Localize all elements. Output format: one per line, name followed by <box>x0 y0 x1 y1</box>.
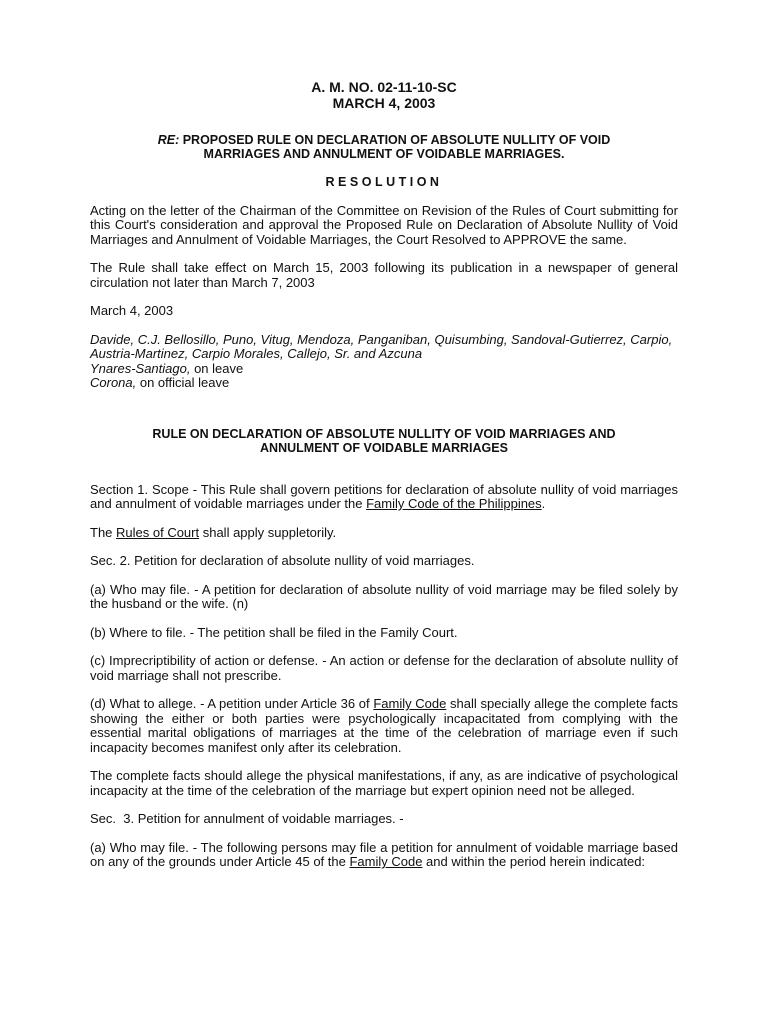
section-1-end: . <box>541 496 546 511</box>
family-code-link-2[interactable]: Family Code <box>349 854 423 869</box>
leave-name-1: Ynares-Santiago, <box>90 360 191 376</box>
section-2d-pre: (d) What to allege. - A petition under Article 36 of <box>90 696 374 711</box>
case-date: MARCH 4, 2003 <box>332 95 436 111</box>
case-number: A. M. NO. 02-11-10-SC <box>311 79 457 95</box>
suppletory-clause <box>90 526 678 541</box>
rule-title-line-2: ANNULMENT OF VOIDABLE MARRIAGES <box>260 440 508 455</box>
section-2b: (b) Where to file. - The petition shall be filed in the Family Court. <box>90 624 458 640</box>
leave-name-2: Corona, <box>90 375 137 390</box>
resolution-paragraph-2: The Rule shall take effect on March 15, 2003 following its publication in a newspaper of general circulation not later than March 7, 2003 <box>90 260 678 290</box>
re-prefix: RE: <box>157 133 180 147</box>
suppletory-pre: The <box>90 524 117 540</box>
justices-list: Davide, C.J. Bellosillo, Puno, Vitug, Mendoza, Panganiban, Quisumbing, Sandoval-Gutierrez, Carpio, Austria-Martinez, Carpio Morales, Callejo, Sr. and Azcuna <box>90 331 673 361</box>
section-3a <box>90 841 678 870</box>
section-2d-post: shall specially allege the complete facts showing the either or both parties were psychologically incapacitated from complying with the essential marital obligations of marriages at the time of the celebration of marriage even if such incapacity becomes manifest only after its celebration. <box>90 696 679 755</box>
suppletory-post: shall apply suppletorily. <box>199 524 337 540</box>
resolution-title: RESOLUTION <box>325 175 443 189</box>
justices-block <box>90 333 678 391</box>
section-2d-facts: The complete facts should allege the physical manifestations, if any, as are indicative of psychological incapacity at the time of the celebration of the marriage but expert opinion need not be alleged. <box>90 768 678 798</box>
section-2c: (c) Imprecriptibility of action or defense. - An action or defense for the declaration of absolute nullity of void marriage shall not prescribe. <box>90 653 678 683</box>
rules-of-court-link[interactable]: Rules of Court <box>116 524 200 540</box>
section-1-text: Section 1. Scope - This Rule shall govern petitions for declaration of absolute nullity of void marriages and annulment of voidable marriages under the <box>90 481 678 511</box>
re-line-1: PROPOSED RULE ON DECLARATION OF ABSOLUTE NULLITY OF VOID <box>179 133 611 147</box>
section-2-heading: Sec. 2. Petition for declaration of absolute nullity of void marriages. <box>90 553 475 568</box>
section-2a: (a) Who may file. - A petition for declaration of absolute nullity of void marriage may be filed solely by the husband or the wife. (n) <box>90 581 678 611</box>
document-body <box>90 79 678 870</box>
section-1 <box>90 483 678 512</box>
section-3a-post: and within the period herein indicated: <box>422 854 646 869</box>
rule-title-line-1: RULE ON DECLARATION OF ABSOLUTE NULLITY OF VOID MARRIAGES AND <box>152 426 616 441</box>
leave-note-1: on leave <box>190 360 244 376</box>
resolution-paragraph-1: Acting on the letter of the Chairman of the Committee on Revision of the Rules of Court submitting for this Court's consideration and approval the Proposed Rule on Declaration of Absolute Nullity of Void Marriages and Annulment of Voidable Marriages, the Court Resolved to APPROVE the same. <box>90 202 678 247</box>
resolution-date: March 4, 2003 <box>90 303 174 318</box>
re-line-2: MARRIAGES AND ANNULMENT OF VOIDABLE MARRIAGES. <box>203 147 565 161</box>
re-heading <box>90 133 678 161</box>
section-3-heading: Sec. 3. Petition for annulment of voidable marriages. - <box>90 811 404 826</box>
section-2d <box>90 697 678 755</box>
leave-note-2: on official leave <box>136 375 230 390</box>
family-code-philippines-link[interactable]: Family Code of the Philippines <box>366 496 542 511</box>
family-code-link-1[interactable]: Family Code <box>373 696 447 711</box>
rule-title <box>90 427 678 455</box>
section-3a-pre: (a) Who may file. - The following persons may file a petition for annulment of voidable marriage based on any of the grounds under Article 45 of the <box>90 839 678 869</box>
